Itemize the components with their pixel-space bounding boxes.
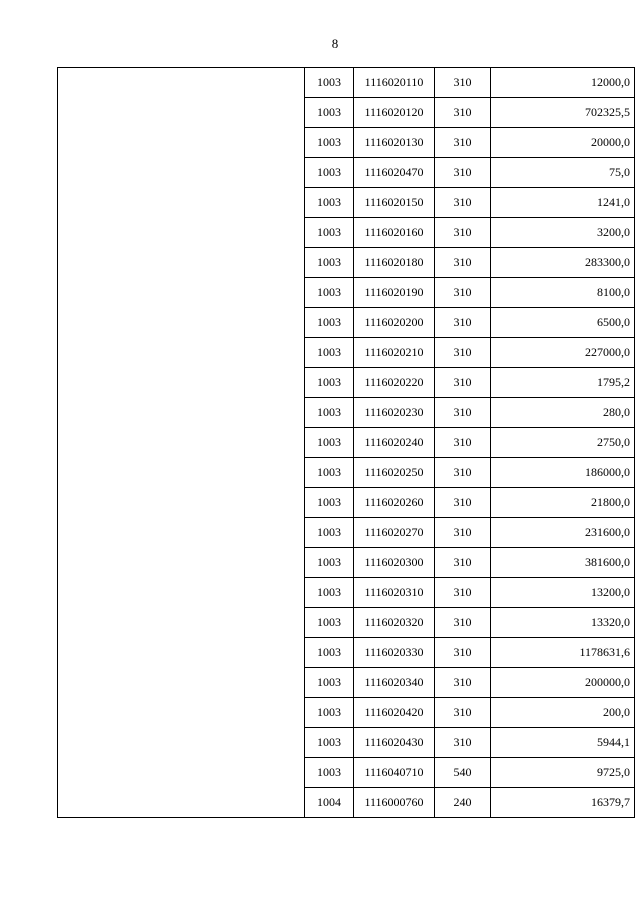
section-cell: 1003: [305, 218, 354, 248]
budget-table: [57, 67, 635, 818]
amount-cell: 12000,0: [491, 68, 635, 98]
amount-cell: 227000,0: [491, 338, 635, 368]
amount-cell: 381600,0: [491, 548, 635, 578]
expense-type-cell: 310: [435, 338, 491, 368]
section-cell: 1003: [305, 338, 354, 368]
amount-cell: 5944,1: [491, 728, 635, 758]
table-body: [58, 68, 635, 818]
amount-cell: 9725,0: [491, 758, 635, 788]
target-article-cell: 1116020300: [354, 548, 435, 578]
section-cell: 1003: [305, 518, 354, 548]
section-cell: 1003: [305, 278, 354, 308]
expense-type-cell: 310: [435, 548, 491, 578]
expense-type-cell: 310: [435, 698, 491, 728]
expense-type-cell: 240: [435, 788, 491, 818]
amount-cell: 3200,0: [491, 218, 635, 248]
section-cell: 1003: [305, 608, 354, 638]
target-article-cell: 1116020250: [354, 458, 435, 488]
target-article-cell: 1116020420: [354, 698, 435, 728]
amount-cell: 1178631,6: [491, 638, 635, 668]
section-cell: 1003: [305, 98, 354, 128]
target-article-cell: 1116020430: [354, 728, 435, 758]
target-article-cell: 1116020270: [354, 518, 435, 548]
expense-type-cell: 310: [435, 188, 491, 218]
section-cell: 1003: [305, 428, 354, 458]
expense-type-cell: 310: [435, 608, 491, 638]
expense-type-cell: 310: [435, 308, 491, 338]
amount-cell: 75,0: [491, 158, 635, 188]
section-cell: 1003: [305, 248, 354, 278]
section-cell: 1003: [305, 488, 354, 518]
description-cell: [58, 68, 305, 818]
section-cell: 1003: [305, 158, 354, 188]
expense-type-cell: 310: [435, 668, 491, 698]
section-cell: 1003: [305, 68, 354, 98]
expense-type-cell: 310: [435, 248, 491, 278]
amount-cell: 1795,2: [491, 368, 635, 398]
expense-type-cell: 310: [435, 98, 491, 128]
target-article-cell: 1116000760: [354, 788, 435, 818]
amount-cell: 702325,5: [491, 98, 635, 128]
page-number: 8: [331, 36, 339, 51]
target-article-cell: 1116020260: [354, 488, 435, 518]
amount-cell: 20000,0: [491, 128, 635, 158]
amount-cell: 6500,0: [491, 308, 635, 338]
target-article-cell: 1116020340: [354, 668, 435, 698]
amount-cell: 13320,0: [491, 608, 635, 638]
amount-cell: 200000,0: [491, 668, 635, 698]
target-article-cell: 1116020330: [354, 638, 435, 668]
target-article-cell: 1116020150: [354, 188, 435, 218]
amount-cell: 16379,7: [491, 788, 635, 818]
target-article-cell: 1116020120: [354, 98, 435, 128]
expense-type-cell: 310: [435, 728, 491, 758]
section-cell: 1003: [305, 128, 354, 158]
section-cell: 1003: [305, 578, 354, 608]
amount-cell: 186000,0: [491, 458, 635, 488]
target-article-cell: 1116020200: [354, 308, 435, 338]
section-cell: 1003: [305, 638, 354, 668]
target-article-cell: 1116020230: [354, 398, 435, 428]
target-article-cell: 1116020190: [354, 278, 435, 308]
section-cell: 1004: [305, 788, 354, 818]
amount-cell: 8100,0: [491, 278, 635, 308]
amount-cell: 200,0: [491, 698, 635, 728]
section-cell: 1003: [305, 398, 354, 428]
target-article-cell: 1116020310: [354, 578, 435, 608]
expense-type-cell: 310: [435, 158, 491, 188]
amount-cell: 21800,0: [491, 488, 635, 518]
target-article-cell: 1116020130: [354, 128, 435, 158]
expense-type-cell: 310: [435, 638, 491, 668]
target-article-cell: 1116020470: [354, 158, 435, 188]
section-cell: 1003: [305, 548, 354, 578]
target-article-cell: 1116020180: [354, 248, 435, 278]
expense-type-cell: 310: [435, 578, 491, 608]
expense-type-cell: 310: [435, 368, 491, 398]
target-article-cell: 1116020220: [354, 368, 435, 398]
amount-cell: 283300,0: [491, 248, 635, 278]
expense-type-cell: 310: [435, 518, 491, 548]
section-cell: 1003: [305, 308, 354, 338]
section-cell: 1003: [305, 698, 354, 728]
expense-type-cell: 310: [435, 428, 491, 458]
expense-type-cell: 540: [435, 758, 491, 788]
target-article-cell: 1116020320: [354, 608, 435, 638]
expense-type-cell: 310: [435, 128, 491, 158]
expense-type-cell: 310: [435, 488, 491, 518]
target-article-cell: 1116020210: [354, 338, 435, 368]
target-article-cell: 1116020240: [354, 428, 435, 458]
amount-cell: 13200,0: [491, 578, 635, 608]
section-cell: 1003: [305, 368, 354, 398]
section-cell: 1003: [305, 728, 354, 758]
expense-type-cell: 310: [435, 68, 491, 98]
expense-type-cell: 310: [435, 278, 491, 308]
table-row: [58, 68, 635, 98]
expense-type-cell: 310: [435, 218, 491, 248]
amount-cell: 231600,0: [491, 518, 635, 548]
amount-cell: 280,0: [491, 398, 635, 428]
amount-cell: 1241,0: [491, 188, 635, 218]
section-cell: 1003: [305, 668, 354, 698]
expense-type-cell: 310: [435, 398, 491, 428]
section-cell: 1003: [305, 758, 354, 788]
amount-cell: 2750,0: [491, 428, 635, 458]
target-article-cell: 1116020110: [354, 68, 435, 98]
expense-type-cell: 310: [435, 458, 491, 488]
target-article-cell: 1116040710: [354, 758, 435, 788]
section-cell: 1003: [305, 188, 354, 218]
target-article-cell: 1116020160: [354, 218, 435, 248]
section-cell: 1003: [305, 458, 354, 488]
